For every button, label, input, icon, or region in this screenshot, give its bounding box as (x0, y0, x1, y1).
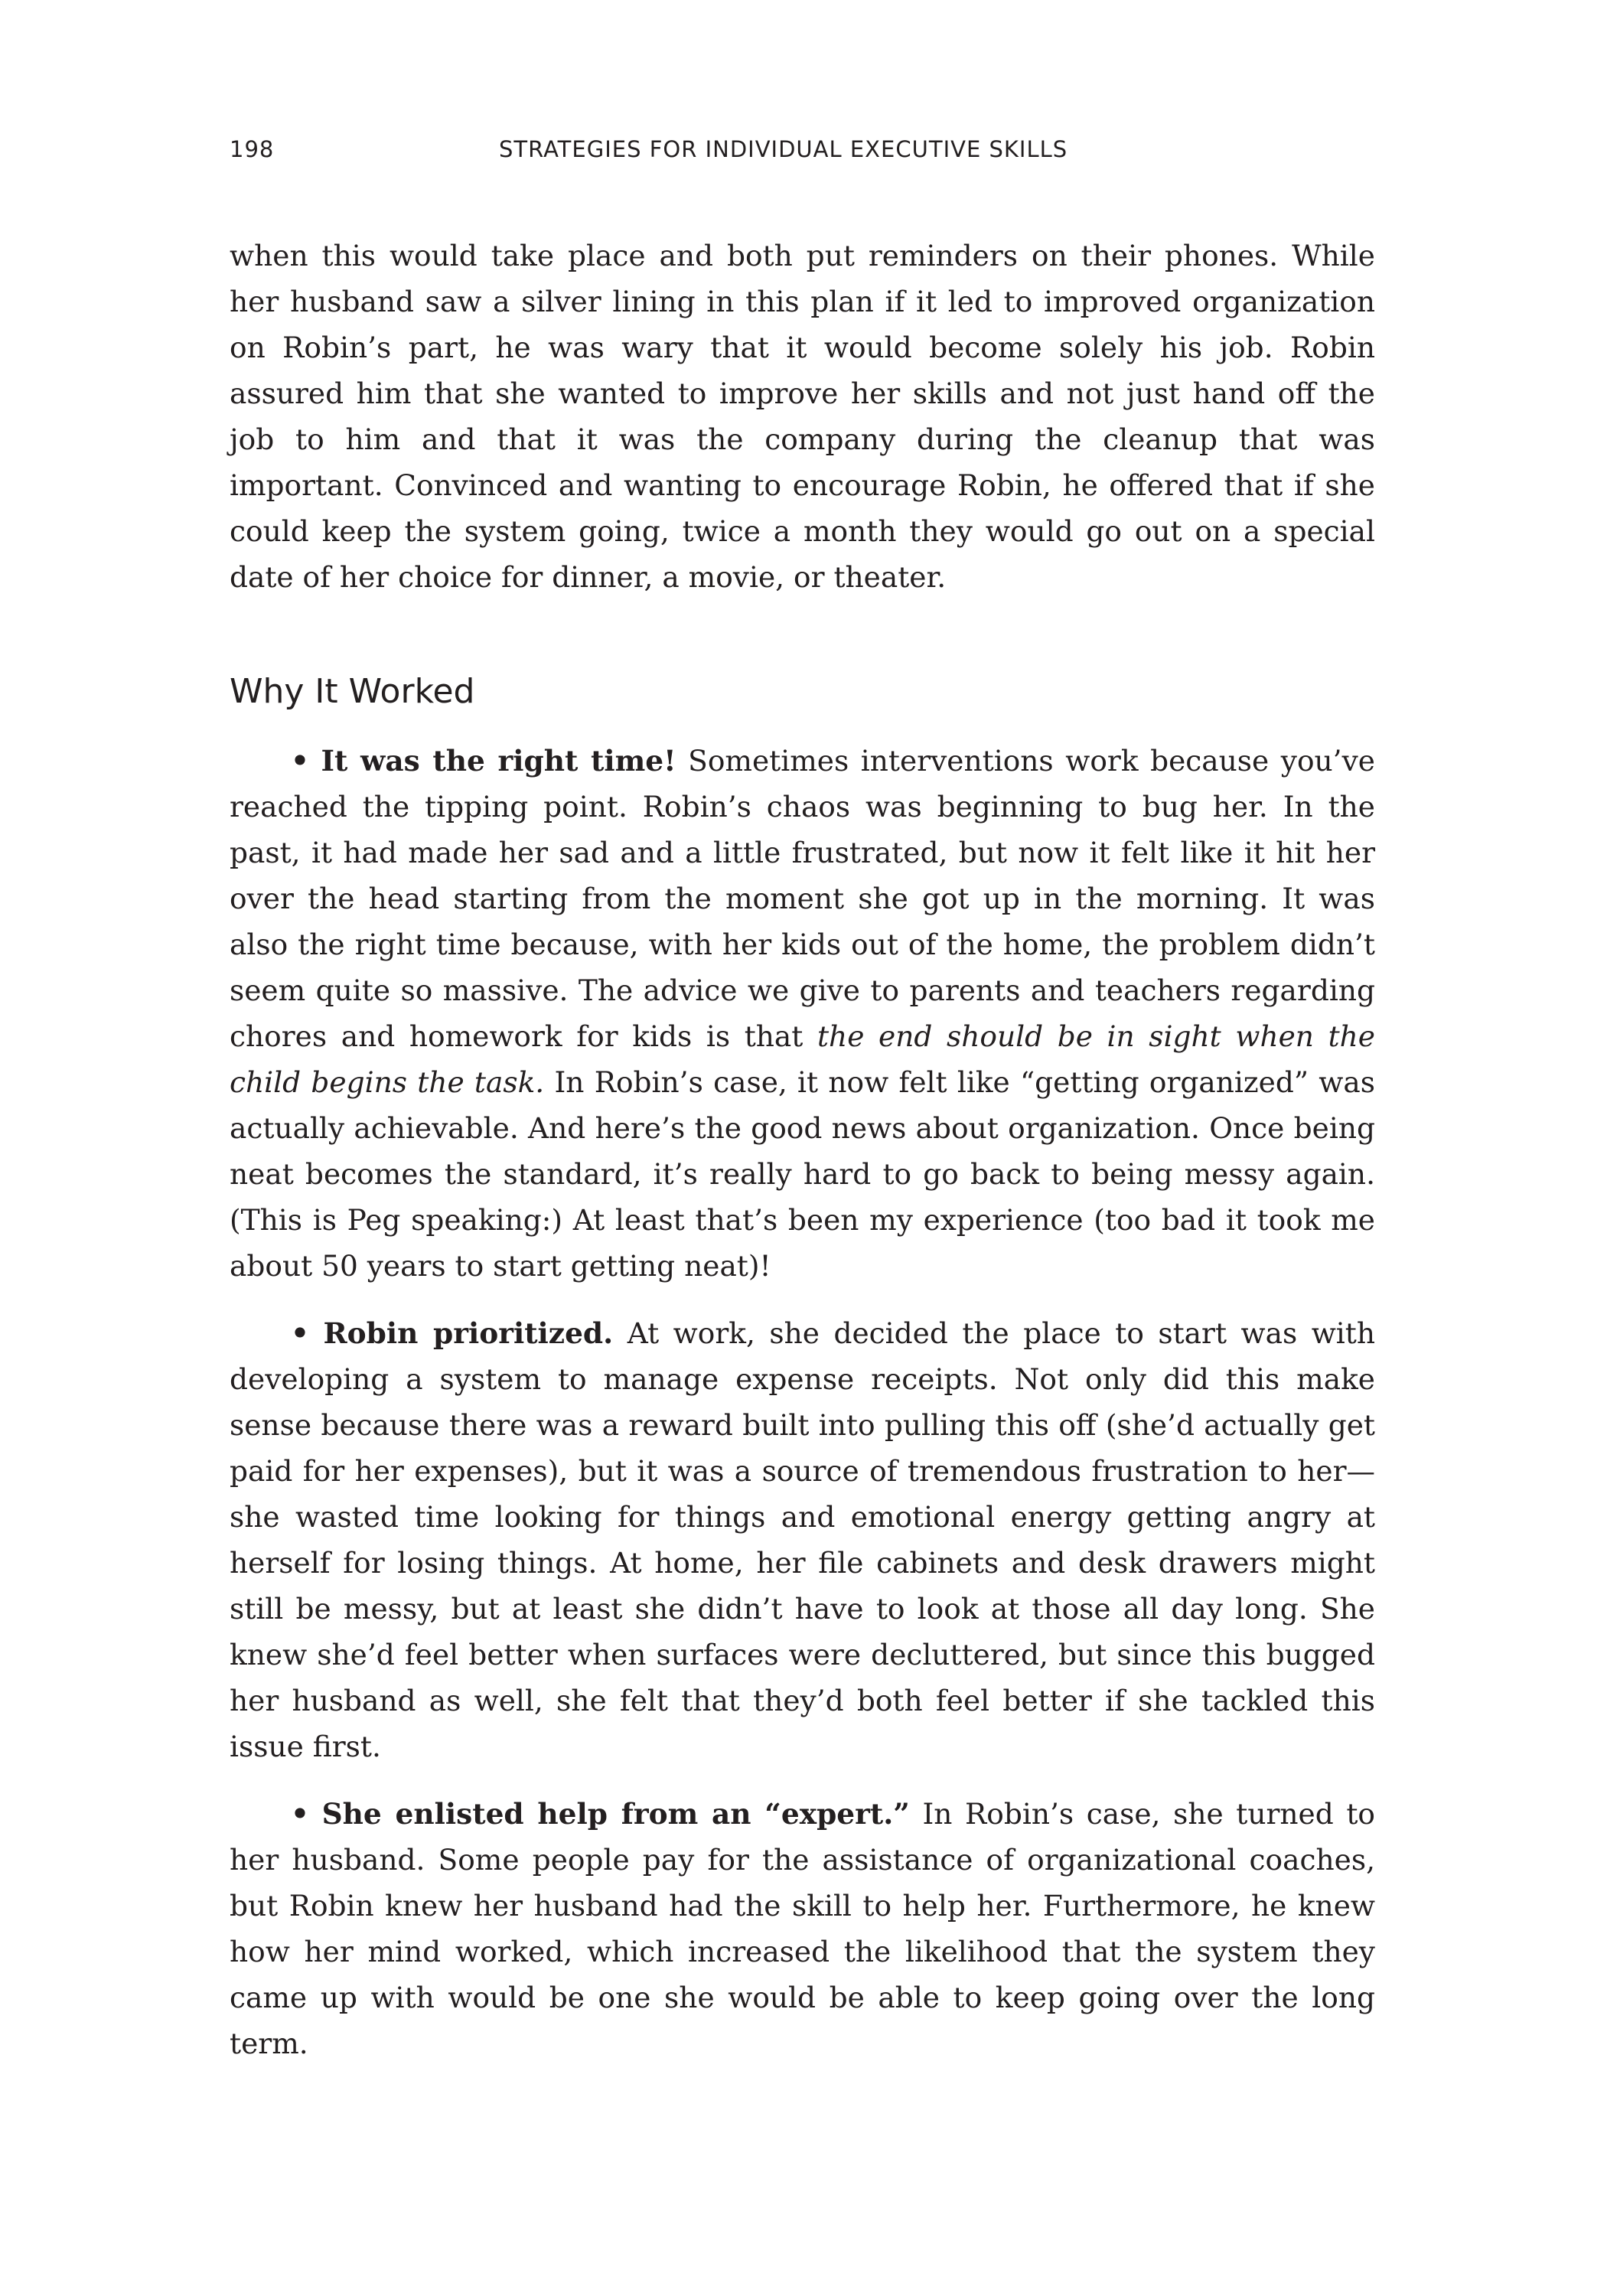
bullet-item-right-time (230, 738, 1375, 1289)
running-title: STRATEGIES FOR INDIVIDUAL EXECUTIVE SKILLS (499, 136, 1068, 162)
bullet-list (230, 738, 1375, 2088)
bullet-item-expert-help (230, 1791, 1375, 2066)
bullet-icon: • (291, 1316, 309, 1350)
intro-block (230, 233, 1375, 600)
intro-paragraph: when this would take place and both put reminders on their phones. While her husband saw a silver lining in this plan if it led to improved organization on Robin’s part, he was wary that it would become solely his job. Robin assured him that she wanted to improve her skills and not just hand off the job to him and that it was the company during the cleanup that was important. Convinced and wanting to encourage Robin, he offered that if she could keep the system going, twice a month they would go out on a special date of her choice for dinner, a movie, or theater. (230, 239, 1375, 594)
bullet-icon: • (291, 744, 309, 778)
bullet-item-prioritized (230, 1310, 1375, 1769)
bullet-lead: She enlisted help from an “expert.” (321, 1797, 910, 1831)
running-header (230, 136, 1377, 174)
bullet-text: In Robin’s case, she turned to her husband. Some people pay for the assistance of organizational coaches, but Robin knew her husband had the skill to help her. Furthermore, he knew how her mind worked, which increased the likelihood that the system they came up with would be one she would be able to keep going over the long term. (230, 1797, 1375, 2060)
bullet-italic-text: the end should be in sight when the child begins the task. (230, 1019, 1375, 1099)
page-number: 198 (230, 136, 275, 162)
bullet-icon: • (291, 1797, 309, 1831)
bullet-text: Sometimes interventions work because you’ve reached the tipping point. Robin’s chaos was beginning to bug her. In the past, it had made her sad and a little frustrated, but now it felt like it hit her over the head starting from the moment she got up in the morning. It was also the right time because, with her kids out of the home, the problem didn’t seem quite so massive. The advice we give to parents and teachers regarding chores and homework for kids is that (230, 744, 1375, 1053)
bullet-lead: Robin prioritized. (323, 1316, 614, 1350)
section-heading: Why It Worked (230, 672, 475, 711)
bullet-text-continued: In Robin’s case, it now felt like “getting organized” was actually achievable. And here’s the good news about organization. Once being neat becomes the standard, it’s really hard to go back to being messy again. (This is Peg speaking:) At least that’s been my experience (too bad it took me about 50 years to start getting neat)! (230, 1065, 1375, 1283)
bullet-lead: It was the right time! (321, 744, 676, 778)
bullet-text: At work, she decided the place to start was with developing a system to manage expense receipts. Not only did this make sense because there was a reward built into pulling this off (she’d actually get paid for her expenses), but it was a source of tremendous frustration to her—she wasted time looking for things and emotional energy getting angry at herself for losing things. At home, her file cabinets and desk drawers might still be messy, but at least she didn’t have to look at those all day long. She knew she’d feel better when surfaces were decluttered, but since this bugged her husband as well, she felt that they’d both feel better if she tackled this issue first. (230, 1316, 1376, 1763)
